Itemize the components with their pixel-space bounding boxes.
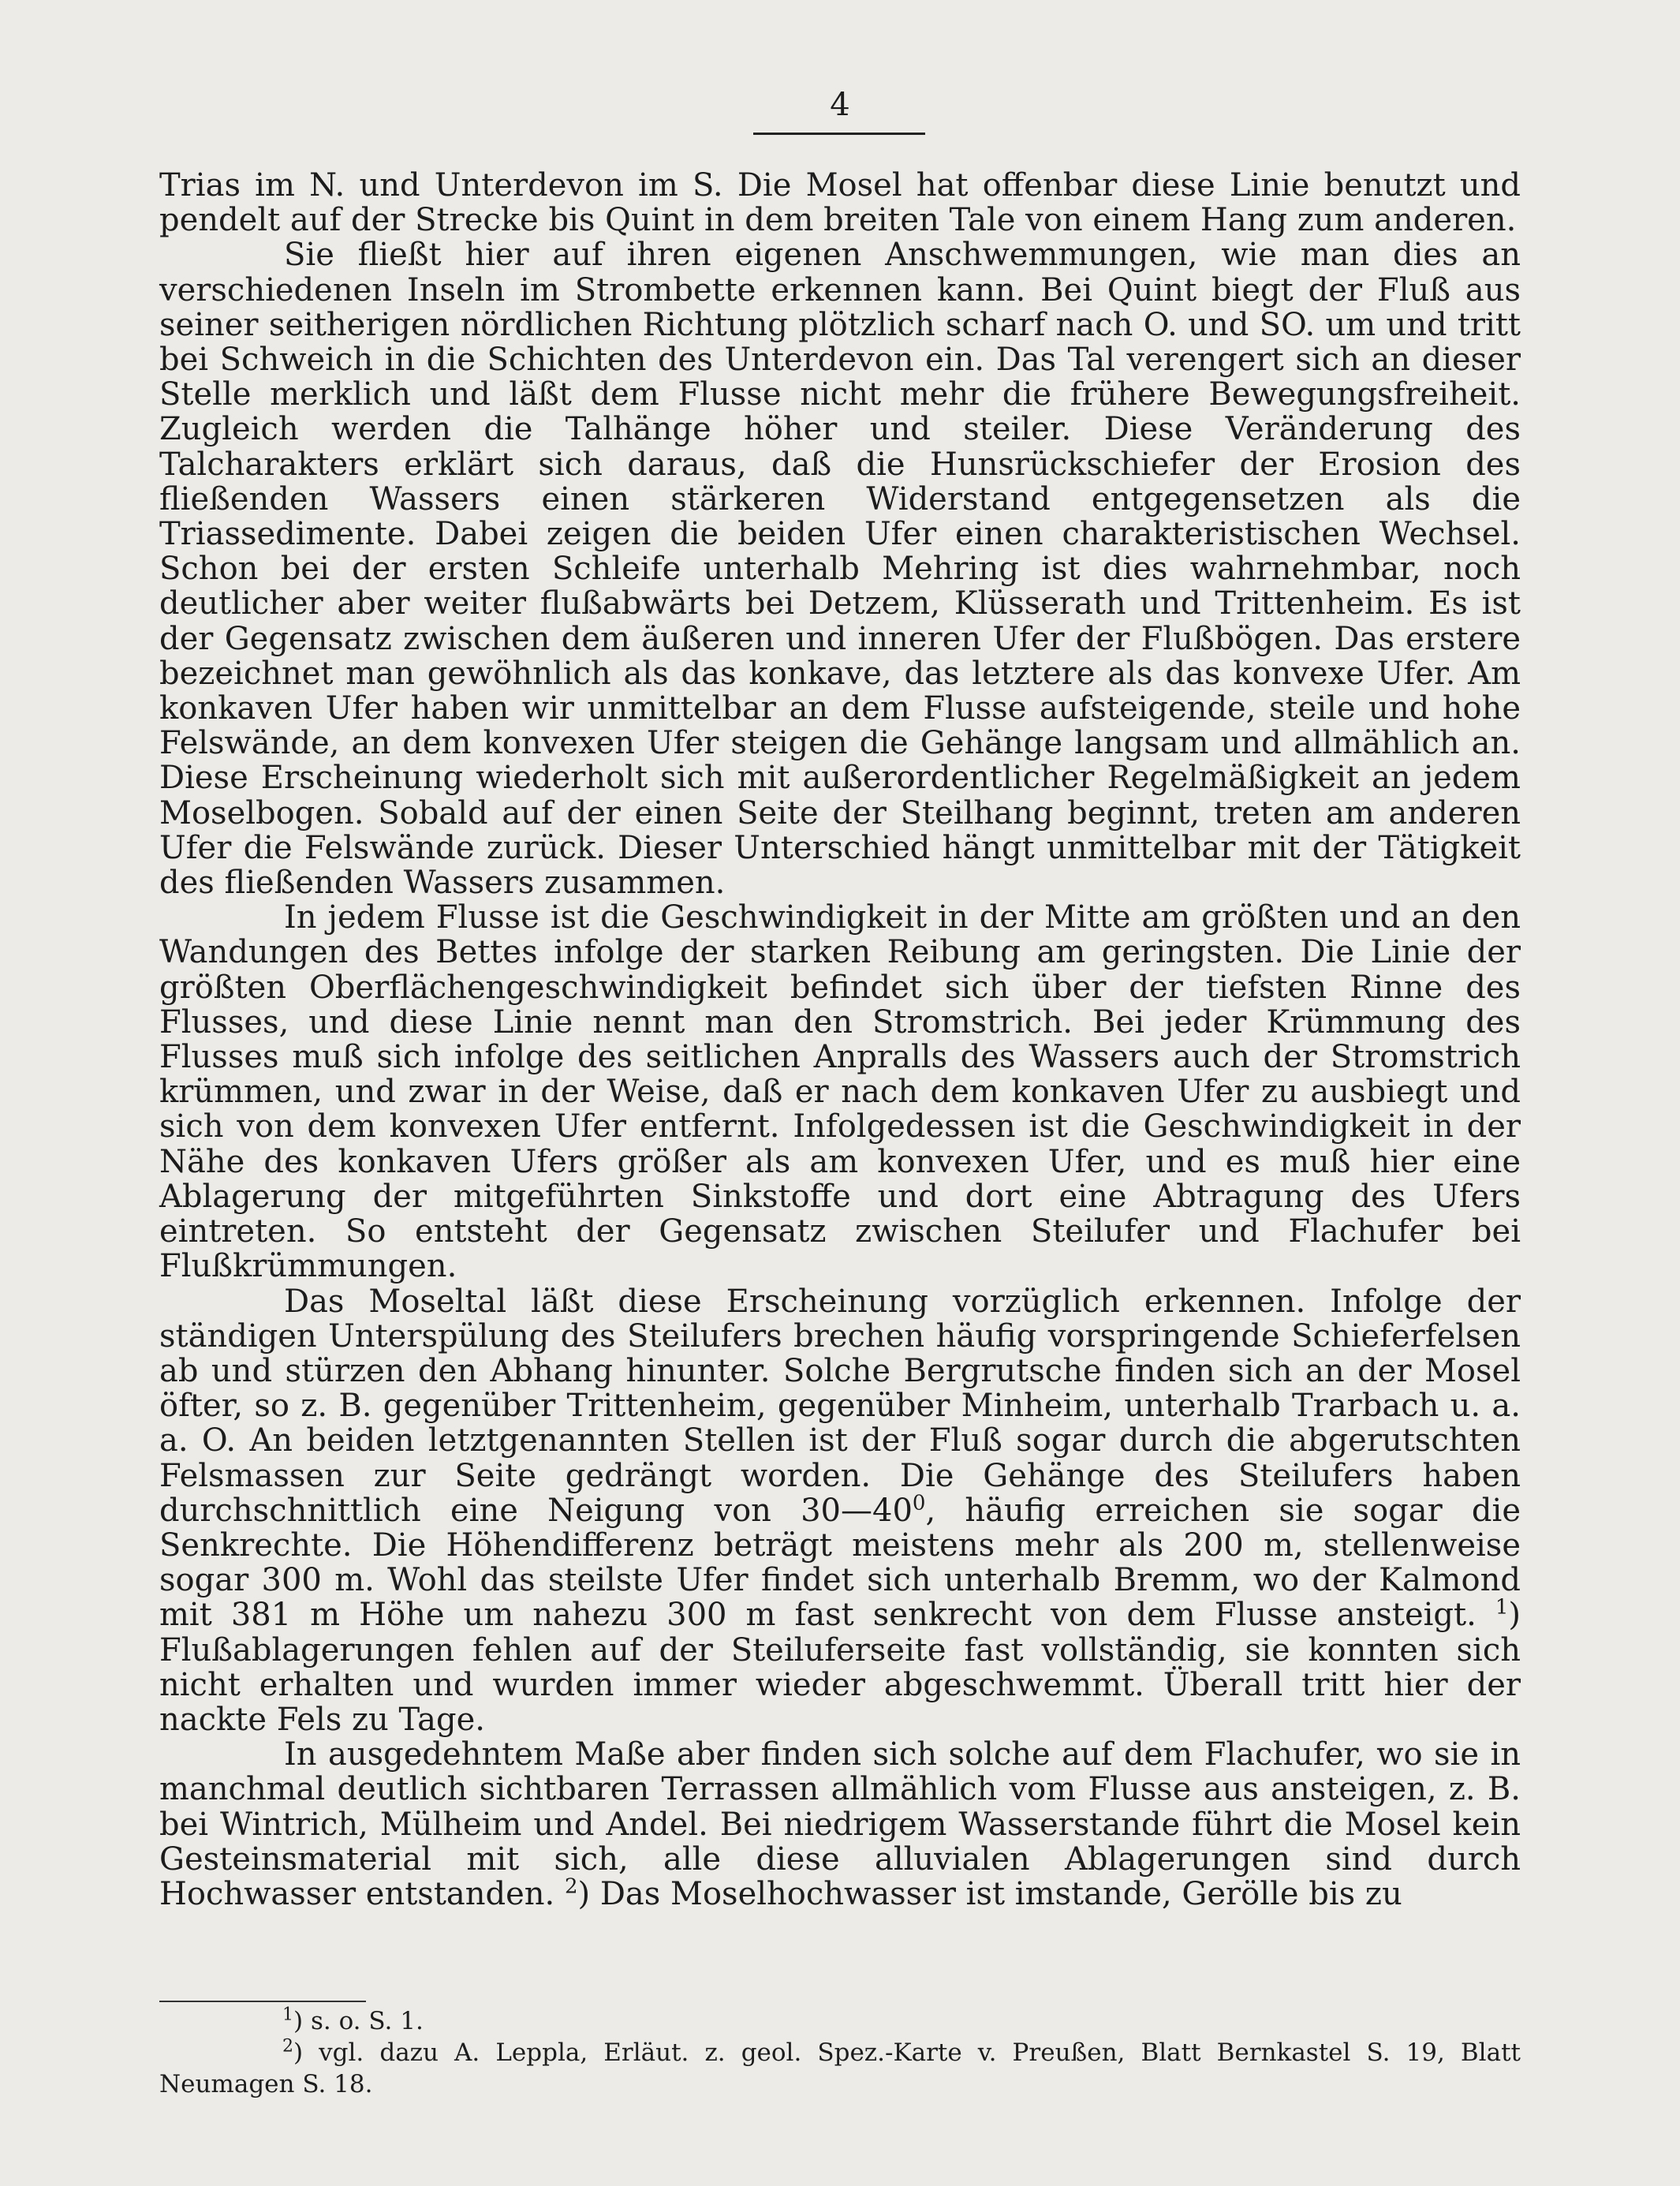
footnote-rule (159, 2001, 366, 2002)
superscript: 2 (564, 1874, 578, 1899)
header-rule (753, 133, 925, 135)
paragraph-text: , häufig erreichen sie sogar die Senkrechte. Die Höhendifferenz beträgt meistens mehr als 200 m, stellenweise sogar 300 m. Wohl das steilste Ufer findet sich unterhalb Bremm, wo der Kalmond mit 381 m Höhe um nahezu 300 m fast senkrecht von dem Flusse ansteigt. (159, 1492, 1521, 1634)
paragraph-text: ) Das Moselhochwasser ist imstande, Gerölle bis zu (577, 1875, 1402, 1912)
paragraph (159, 1737, 1521, 1911)
footnotes (159, 2005, 1521, 2100)
paragraph (159, 237, 1521, 900)
superscript: 1 (1495, 1596, 1509, 1620)
paragraph-text: ) Flußablagerungen fehlen auf der Steiluferseite fast vollständig, sie konnten sich nicht erhalten und wurden immer wieder abgeschwemmt. Überall tritt hier der nackte Fels zu Tage. (159, 1597, 1521, 1738)
footnote-text: ) vgl. dazu A. Leppla, Erläut. z. geol. Spez.-Karte v. Preußen, Blatt Bernkastel S. 19, Blatt Neumagen S. 18. (159, 2038, 1521, 2098)
footnote (159, 2005, 1521, 2037)
paragraph-text: Das Moseltal läßt diese Erscheinung vorzüglich erkennen. Infolge der ständigen Unterspülung des Steilufers brechen häufig vorspringende Schieferfelsen ab und stürzen den Abhang hinunter. Solche Bergrutsche finden sich an der Mosel öfter, so z. B. gegenüber Trittenheim, gegenüber Minheim, unterhalb Trarbach u. a. a. O. An beiden letztgenannten Stellen ist der Fluß sogar durch die abgerutschten Felsmassen zur Seite gedrängt worden. Die Gehänge des Steilufers haben durchschnittlich eine Neigung von 30—40 (159, 1283, 1521, 1529)
footnote-mark: 1 (282, 2005, 293, 2025)
footnote (159, 2037, 1521, 2100)
paragraph-text: Trias im N. und Unterdevon im S. Die Mosel hat offenbar diese Linie benutzt und pendelt auf der Strecke bis Quint in dem breiten Tale von einem Hang zum anderen. (159, 167, 1521, 239)
body-text (159, 168, 1521, 1911)
paragraph-text: Sie fließt hier auf ihren eigenen Anschwemmungen, wie man dies an verschiedenen Inseln im Strombette erkennen kann. Bei Quint biegt der Fluß aus seiner seitherigen nördlichen Richtung plötzlich scharf nach O. und SO. um und tritt bei Schweich in die Schichten des Unterdevon ein. Das Tal verengert sich an dieser Stelle merklich und läßt dem Flusse nicht mehr die frühere Bewegungsfreiheit. Zugleich werden die Talhänge höher und steiler. Diese Veränderung des Talcharakters erklärt sich daraus, daß die Hunsrückschiefer der Erosion des fließenden Wassers einen stärkeren Widerstand entgegensetzen als die Triassedimente. Dabei zeigen die beiden Ufer einen charakteristischen Wechsel. Schon bei der ersten Schleife unterhalb Mehring ist dies wahrnehmbar, noch deutlicher aber weiter flußabwärts bei Detzem, Klüsserath und Trittenheim. Es ist der Gegensatz zwischen dem äußeren und inneren Ufer der Flußbögen. Das erstere bezeichnet man gewöhnlich als das konkave, das letztere als das konvexe Ufer. Am konkaven Ufer haben wir unmittelbar an dem Flusse aufsteigende, steile und hohe Felswände, an dem konvexen Ufer steigen die Gehänge langsam und allmählich an. Diese Erscheinung wiederholt sich mit außerordentlicher Regelmäßigkeit an jedem Moselbogen. Sobald auf der einen Seite der Steilhang beginnt, treten am anderen Ufer die Felswände zurück. Dieser Unterschied hängt unmittelbar mit der Tätigkeit des fließenden Wassers zusammen. (159, 237, 1521, 902)
paragraph (159, 1284, 1521, 1738)
footnote-text: ) s. o. S. 1. (293, 2007, 424, 2035)
footnote-mark: 2 (282, 2036, 293, 2057)
page-number: 4 (830, 87, 850, 123)
paragraph-text: In jedem Flusse ist die Geschwindigkeit in der Mitte am größten und an den Wandungen des Bettes infolge der starken Reibung am geringsten. Die Linie der größten Oberflächengeschwindigkeit befindet sich über der tiefsten Rinne des Flusses, und diese Linie nennt man den Stromstrich. Bei jeder Krümmung des Flusses muß sich infolge des seitlichen Anpralls des Wassers auch der Stromstrich krümmen, und zwar in der Weise, daß er nach dem konkaven Ufer zu ausbiegt und sich von dem konvexen Ufer entfernt. Infolgedessen ist die Geschwindigkeit in der Nähe des konkaven Ufers größer als am konvexen Ufer, und es muß hier eine Ablagerung der mitgeführten Sinkstoffe und dort eine Abtragung des Ufers eintreten. So entsteht der Gegensatz zwischen Steilufer und Flachufer bei Flußkrümmungen. (159, 899, 1521, 1285)
superscript: 0 (912, 1491, 926, 1515)
paragraph (159, 168, 1521, 237)
paragraph-text: In ausgedehntem Maße aber finden sich solche auf dem Flachufer, wo sie in manchmal deutlich sichtbaren Terrassen allmählich vom Flusse aus ansteigen, z. B. bei Wintrich, Mülheim und Andel. Bei niedrigem Wasserstande führt die Mosel kein Gesteinsmaterial mit sich, alle diese alluvialen Ablagerungen sind durch Hochwasser entstanden. (159, 1736, 1521, 1912)
paragraph (159, 900, 1521, 1284)
